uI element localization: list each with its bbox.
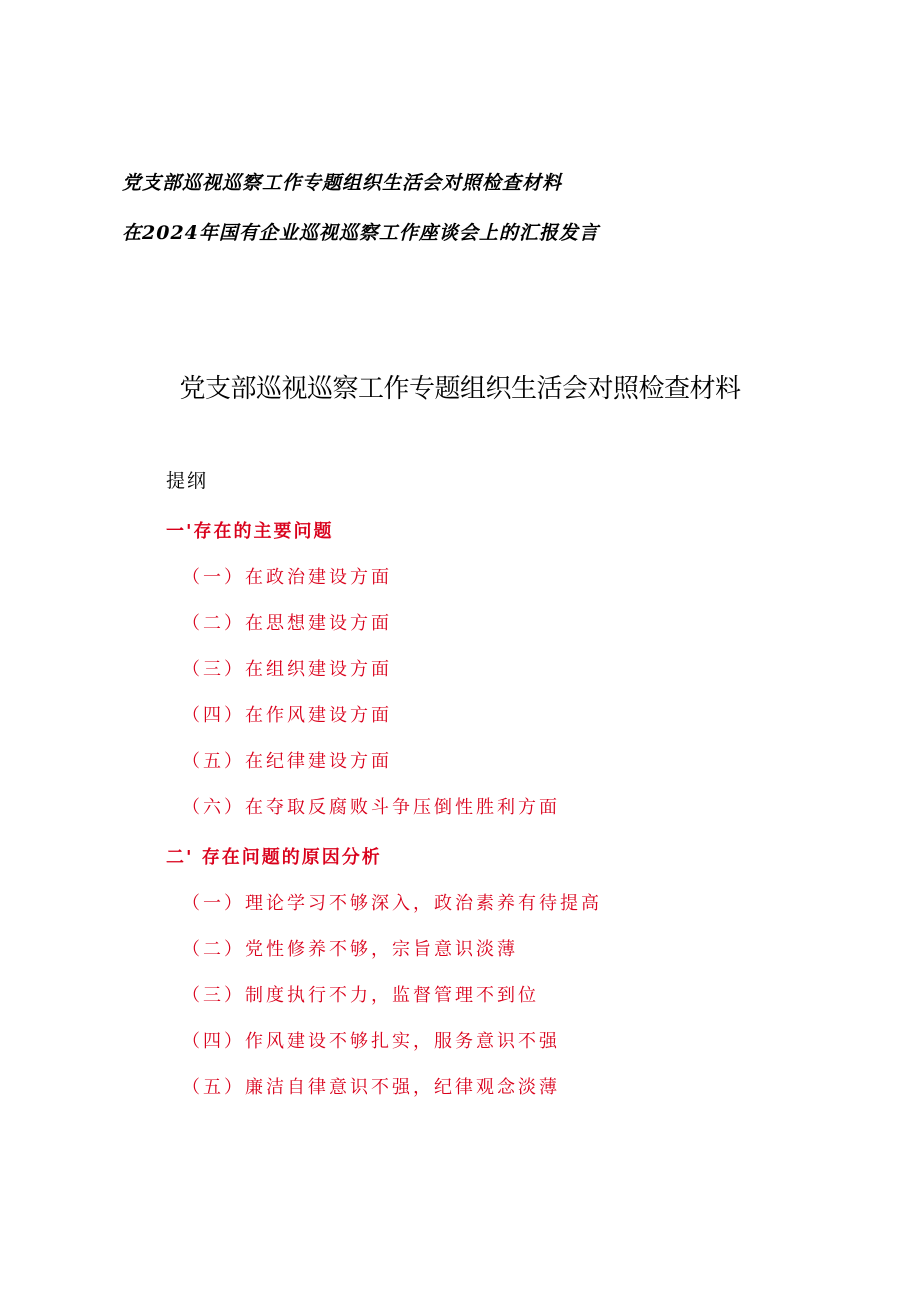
outline-item: （一）理论学习不够深入，政治素养有待提高 (182, 893, 602, 914)
outline-item: （五）在纪律建设方面 (182, 751, 392, 772)
outline-item: （二）在思想建设方面 (182, 613, 392, 634)
outline-item: （三）制度执行不力，监督管理不到位 (182, 985, 539, 1006)
cover-title-line-1: 党支部巡视巡察工作专题组织生活会对照检查材料 (122, 172, 563, 194)
section-heading-main-problems: 一'存在的主要问题 (166, 521, 334, 542)
cover-title-line-2: 在2024年国有企业巡视巡察工作座谈会上的汇报发言 (122, 222, 599, 244)
section-heading-cause-analysis: 二' 存在问题的原因分析 (166, 847, 382, 868)
outline-item: （五）廉洁自律意识不强，纪律观念淡薄 (182, 1077, 560, 1098)
outline-item: （二）党性修养不够，宗旨意识淡薄 (182, 939, 518, 960)
outline-label: 提纲 (166, 470, 209, 492)
outline-item: （三）在组织建设方面 (182, 659, 392, 680)
document-title: 党支部巡视巡察工作专题组织生活会对照检查材料 (179, 374, 741, 404)
outline-item: （六）在夺取反腐败斗争压倒性胜利方面 (182, 797, 560, 818)
outline-item: （一）在政治建设方面 (182, 567, 392, 588)
outline-item: （四）作风建设不够扎实，服务意识不强 (182, 1031, 560, 1052)
outline-item: （四）在作风建设方面 (182, 705, 392, 726)
